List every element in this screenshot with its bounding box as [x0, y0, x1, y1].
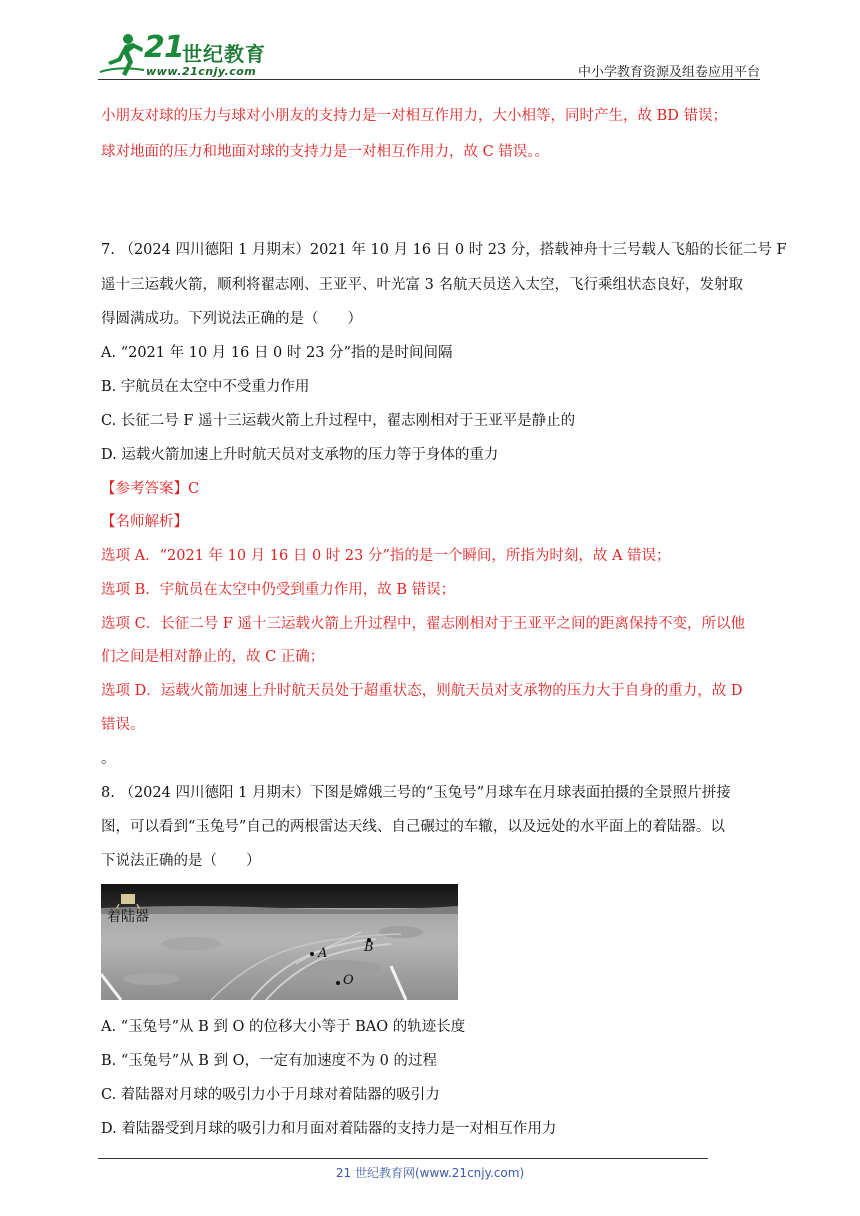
prev-analysis-line-2: 球对地面的压力和地面对球的支持力是一对相互作用力，故 C 错误。。 — [101, 144, 550, 160]
point-o-dot — [336, 981, 340, 985]
point-b-label: B — [364, 940, 374, 955]
page-header — [98, 30, 760, 80]
q7-analysis-a: 选项 A．“2021 年 10 月 16 日 0 时 23 分”指的是一个瞬间，所指为时刻，故 A 错误； — [101, 548, 671, 564]
header-divider — [98, 79, 760, 80]
q7-option-d: D. 运载火箭加速上升时航天员对支承物的压力等于身体的重力 — [101, 447, 499, 463]
q7-analysis-d-2: 错误。 — [101, 717, 145, 733]
logo-url: www.21cnjy.com — [146, 65, 257, 78]
platform-title: 中小学教育资源及组卷应用平台 — [577, 65, 760, 80]
q8-option-c: C. 着陆器对月球的吸引力小于月球对着陆器的吸引力 — [101, 1087, 440, 1103]
q7-option-a: A. “2021 年 10 月 16 日 0 时 23 分”指的是时间间隔 — [101, 345, 453, 361]
lunar-surface-image — [101, 884, 458, 1000]
q7-answer: 【参考答案】C — [101, 481, 200, 497]
prev-analysis-line-1: 小朋友对球的压力与球对小朋友的支持力是一对相互作用力，大小相等，同时产生，故 BD 错误； — [101, 108, 727, 124]
q7-analysis-c-1: 选项 C．长征二号 F 遥十三运载火箭上升过程中，翟志刚相对于王亚平之间的距离保持不变，所以他 — [101, 616, 745, 632]
q7-analysis-b: 选项 B．宇航员在太空中仍受到重力作用，故 B 错误； — [101, 582, 456, 598]
q7-trailing-mark: 。 — [101, 751, 116, 767]
q7-option-b: B. 宇航员在太空中不受重力作用 — [101, 379, 310, 395]
q8-stem-line-2: 图，可以看到“玉兔号”自己的两根雷达天线、自己碾过的车辙，以及远处的水平面上的着陆器。以 — [101, 819, 725, 835]
q7-analysis-c-2: 们之间是相对静止的，故 C 正确； — [101, 649, 325, 665]
lander-label: 着陆器 — [107, 909, 149, 925]
q7-stem-line-1: 7. （2024 四川德阳 1 月期末）2021 年 10 月 16 日 0 时 23 分，搭载神舟十三号载人飞船的长征二号 F — [101, 242, 787, 258]
q8-option-d: D. 着陆器受到月球的吸引力和月面对着陆器的支持力是一对相互作用力 — [101, 1121, 557, 1137]
q8-stem-line-3: 下说法正确的是（ ） — [101, 853, 261, 869]
q7-analysis-title: 【名师解析】 — [101, 514, 188, 530]
site-logo[interactable] — [98, 32, 278, 78]
point-a-dot — [310, 952, 314, 956]
q8-option-a: A. “玉兔号”从 B 到 O 的位移大小等于 BAO 的轨迹长度 — [101, 1019, 466, 1035]
logo-text: 世纪教育 — [182, 42, 266, 66]
q8-stem-line-1: 8. （2024 四川德阳 1 月期末）下图是嫦娥三号的“玉兔号”月球车在月球表面拍摄的全景照片拼接 — [101, 785, 731, 801]
footer-divider — [98, 1158, 708, 1159]
q8-option-b: B. “玉兔号”从 B 到 O，一定有加速度不为 0 的过程 — [101, 1053, 438, 1069]
point-a-label: A — [318, 946, 328, 961]
runner-logo-icon — [98, 32, 146, 78]
logo-number: 21 — [144, 30, 184, 65]
q7-option-c: C. 长征二号 F 遥十三运载火箭上升过程中，翟志刚相对于王亚平是静止的 — [101, 413, 576, 429]
q7-stem-line-3: 得圆满成功。下列说法正确的是（ ） — [101, 311, 362, 327]
page-footer[interactable]: 21 世纪教育网(www.21cnjy.com) — [335, 1166, 525, 1180]
lunar-panorama-photo — [101, 884, 458, 1000]
q7-stem-line-2: 遥十三运载火箭，顺利将翟志刚、王亚平、叶光富 3 名航天员送入太空，飞行乘组状态良好，发射取 — [101, 277, 743, 293]
point-o-label: O — [343, 973, 354, 988]
q7-analysis-d-1: 选项 D．运载火箭加速上升时航天员处于超重状态，则航天员对支承物的压力大于自身的重力，故 D — [101, 683, 743, 699]
